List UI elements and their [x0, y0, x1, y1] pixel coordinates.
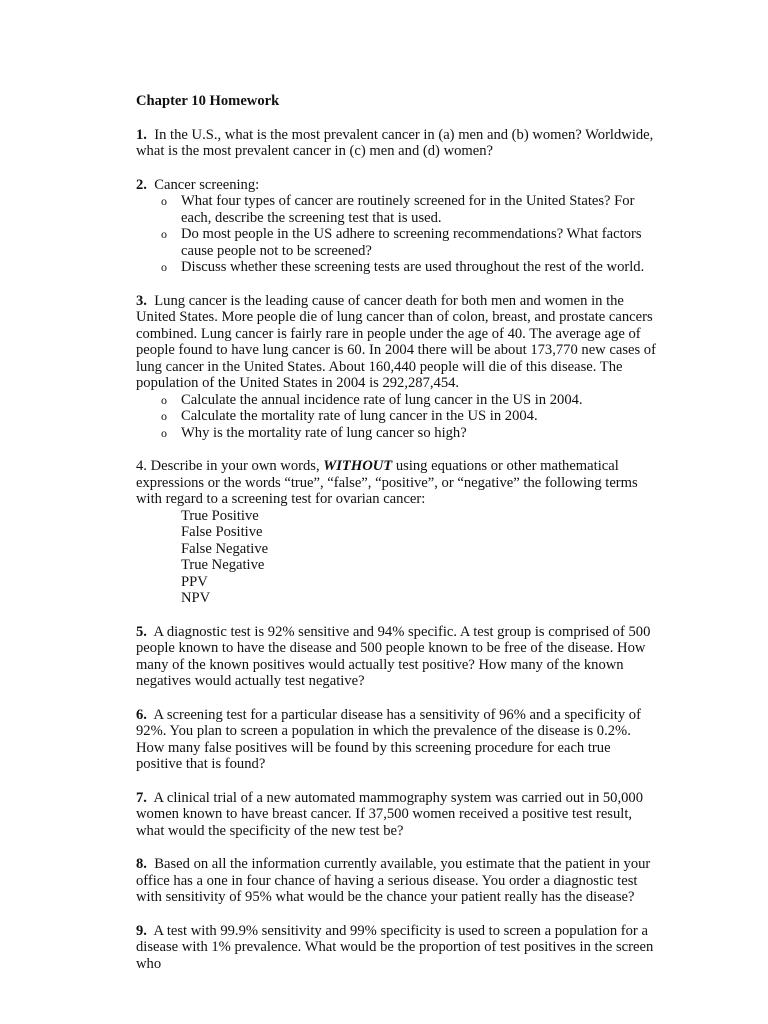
question-number: 4. [136, 458, 147, 474]
term-item: False Negative [181, 540, 269, 557]
question-text-continued: using equations or other mathematical expressions or the words “true”, “false”, “positive”, or “negative” the following terms with regard to a screening test for ovarian cancer: [136, 458, 638, 507]
list-item: o Discuss whether these screening tests are used throughout the rest of the world. [161, 259, 645, 275]
question-7 [136, 790, 656, 840]
term-item: True Negative [181, 557, 265, 573]
term-item: False Positive [181, 524, 263, 540]
question-number: 3. [136, 292, 147, 309]
question-number: 9. [136, 922, 147, 939]
bullet-list [136, 392, 656, 442]
question-text: Cancer screening: [154, 176, 260, 193]
question-2 [136, 177, 656, 276]
question-9 [136, 923, 656, 973]
question-8 [136, 856, 656, 906]
question-text: Lung cancer is the leading cause of cancer death for both men and women in the United States. More people die of lung cancer than of colon, breast, and prostate cancers combined. Lung cancer is fairly rare in people under the age of 40. The average age of people found to have lung cancer is 60. In 2004 there will be about 173,770 new cases of lung cancer in the United States. About 160,440 people will die of this disease. The population of the United States in 2004 is 292,287,454. [136, 292, 656, 391]
question-3 [136, 293, 656, 442]
bullet-icon: o [161, 425, 167, 440]
question-number: 2. [136, 176, 147, 193]
bullet-icon: o [161, 409, 167, 423]
term-list [136, 508, 656, 607]
question-text: A clinical trial of a new automated mammography system was carried out in 50,000 women known to have breast cancer. If 37,500 women received a positive test result, what would the specificity of the new test be? [136, 789, 644, 839]
term-item: True Positive [181, 507, 259, 524]
list-item: o What four types of cancer are routinely screened for in the United States? For each, describe the screening test that is used. [161, 193, 635, 226]
bullet-icon: o [161, 392, 167, 407]
question-text: In the U.S., what is the most prevalent cancer in (a) men and (b) women? Worldwide, what is the most prevalent cancer in (c) men and (d) women? [136, 126, 654, 159]
bullet-icon: o [161, 260, 167, 274]
question-1 [136, 127, 656, 160]
question-text: A screening test for a particular disease has a sensitivity of 96% and a specificity of 92%. You plan to screen a population in which the prevalence of the disease is 0.2%. How many false positives will be found by this screening procedure for each true positive that is found? [136, 706, 641, 772]
question-number: 7. [136, 789, 147, 806]
question-number: 5. [136, 623, 147, 640]
emphasis-text: WITHOUT [323, 458, 393, 474]
question-text: A test with 99.9% sensitivity and 99% specificity is used to screen a population for a disease with 1% prevalence. What would be the proportion of test positives in the screen who [136, 922, 654, 972]
bullet-list [136, 193, 656, 276]
question-number: 8. [136, 856, 147, 872]
question-text: Describe in your own words, [150, 458, 320, 474]
bullet-icon: o [161, 227, 167, 241]
question-number: 1. [136, 126, 147, 143]
question-text: A diagnostic test is 92% sensitive and 94% specific. A test group is comprised of 500 people known to have the disease and 500 people known to be free of the disease. How many of the known positives would actually test positive? How many of the known negatives would actually test negative? [136, 623, 651, 689]
term-item: PPV [181, 573, 208, 590]
bullet-icon: o [161, 194, 167, 208]
question-text: Based on all the information currently available, you estimate that the patient in your office has a one in four chance of having a serious disease. You order a diagnostic test with sensitivity of 95% what would be the chance your patient really has the disease? [136, 856, 651, 905]
page-title: Chapter 10 Homework [136, 93, 280, 109]
question-5 [136, 624, 656, 690]
question-6 [136, 707, 656, 773]
term-item: NPV [181, 590, 211, 606]
question-4 [136, 458, 656, 607]
question-number: 6. [136, 706, 147, 723]
homework-page [136, 93, 656, 989]
list-item: o Do most people in the US adhere to screening recommendations? What factors cause people not to be screened? [161, 226, 642, 259]
list-item: o Calculate the annual incidence rate of lung cancer in the US in 2004. [161, 391, 583, 408]
list-item: o Calculate the mortality rate of lung cancer in the US in 2004. [161, 408, 538, 424]
list-item: o Why is the mortality rate of lung cancer so high? [161, 424, 467, 441]
